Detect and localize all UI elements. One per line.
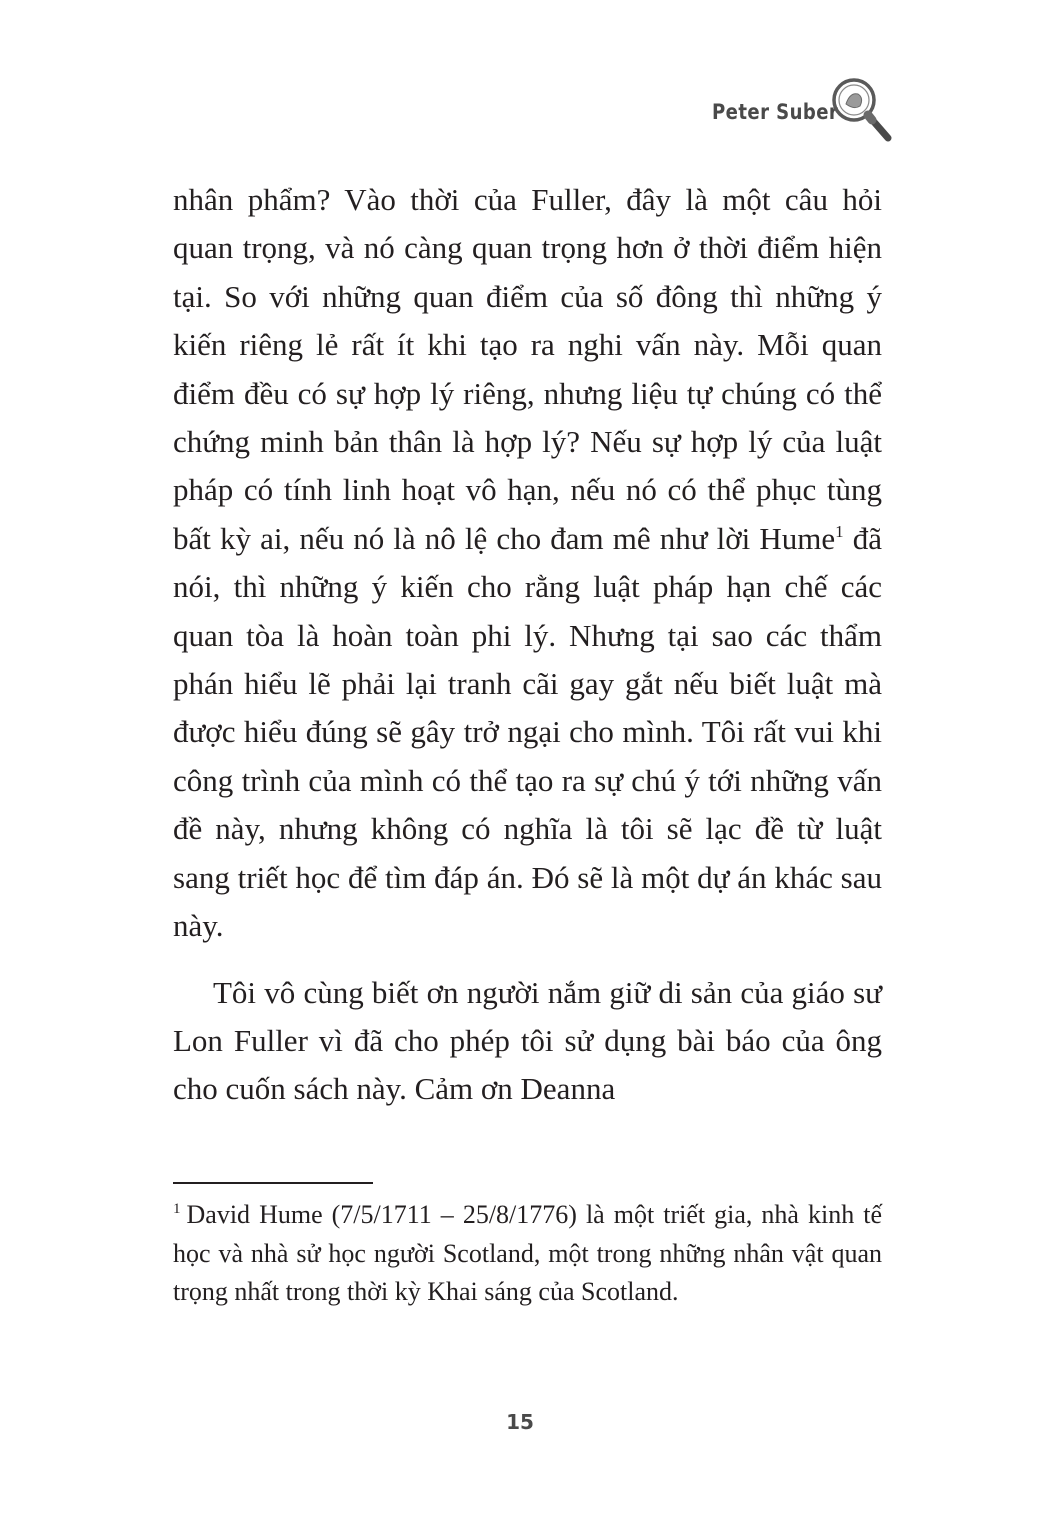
running-head-author: Peter Suber bbox=[712, 100, 839, 124]
footnote-reference[interactable]: 1 bbox=[835, 521, 844, 541]
paragraph-1-part-2: đã nói, thì những ý kiến cho rằng luật pháp hạn chế các quan tòa là hoàn toàn phi lý. Nhưng tại sao các thẩm phán hiểu lẽ phải lại tranh cãi gay gắt nếu biết luật mà được hiểu đúng sẽ gây trở ngại cho mình. Tôi rất vui khi công trình của mình có thể tạo ra sự chú ý tới những vấn đề này, nhưng không có nghĩa là tôi sẽ lạc đề từ luật sang triết học để tìm đáp án. Đó sẽ là một dự án khác sau này. bbox=[173, 520, 882, 944]
footnote-marker: 1 bbox=[173, 1201, 181, 1217]
footnote-divider bbox=[173, 1182, 373, 1184]
magnifier-icon bbox=[828, 74, 894, 146]
paragraph-1-part-1: nhân phẩm? Vào thời của Fuller, đây là một câu hỏi quan trọng, và nó càng quan trọng hơn ở thời điểm hiện tại. So với những quan điểm của số đông thì những ý kiến riêng lẻ rất ít khi tạo ra nghi vấn này. Mỗi quan điểm đều có sự hợp lý riêng, nhưng liệu tự chúng có thể chứng minh bản thân là hợp lý? Nếu sự hợp lý của luật pháp có tính linh hoạt vô hạn, nếu nó có thể phục tùng bất kỳ ai, nếu nó là nô lệ cho đam mê như lời Hume bbox=[173, 182, 882, 556]
footnote-text: David Hume (7/5/1711 – 25/8/1776) là một triết gia, nhà kinh tế học và nhà sử học người Scotland, một trong những nhân vật quan trọng nhất trong thời kỳ Khai sáng của Scotland. bbox=[173, 1200, 882, 1306]
paragraph-2: Tôi vô cùng biết ơn người nắm giữ di sản của giáo sư Lon Fuller vì đã cho phép tôi sử dụng bài báo của ông cho cuốn sách này. Cảm ơn Deanna bbox=[173, 974, 882, 1107]
paragraph-1 bbox=[173, 176, 882, 951]
main-text bbox=[173, 176, 882, 1114]
page-number: 15 bbox=[506, 1410, 534, 1434]
footnote bbox=[173, 1196, 882, 1312]
